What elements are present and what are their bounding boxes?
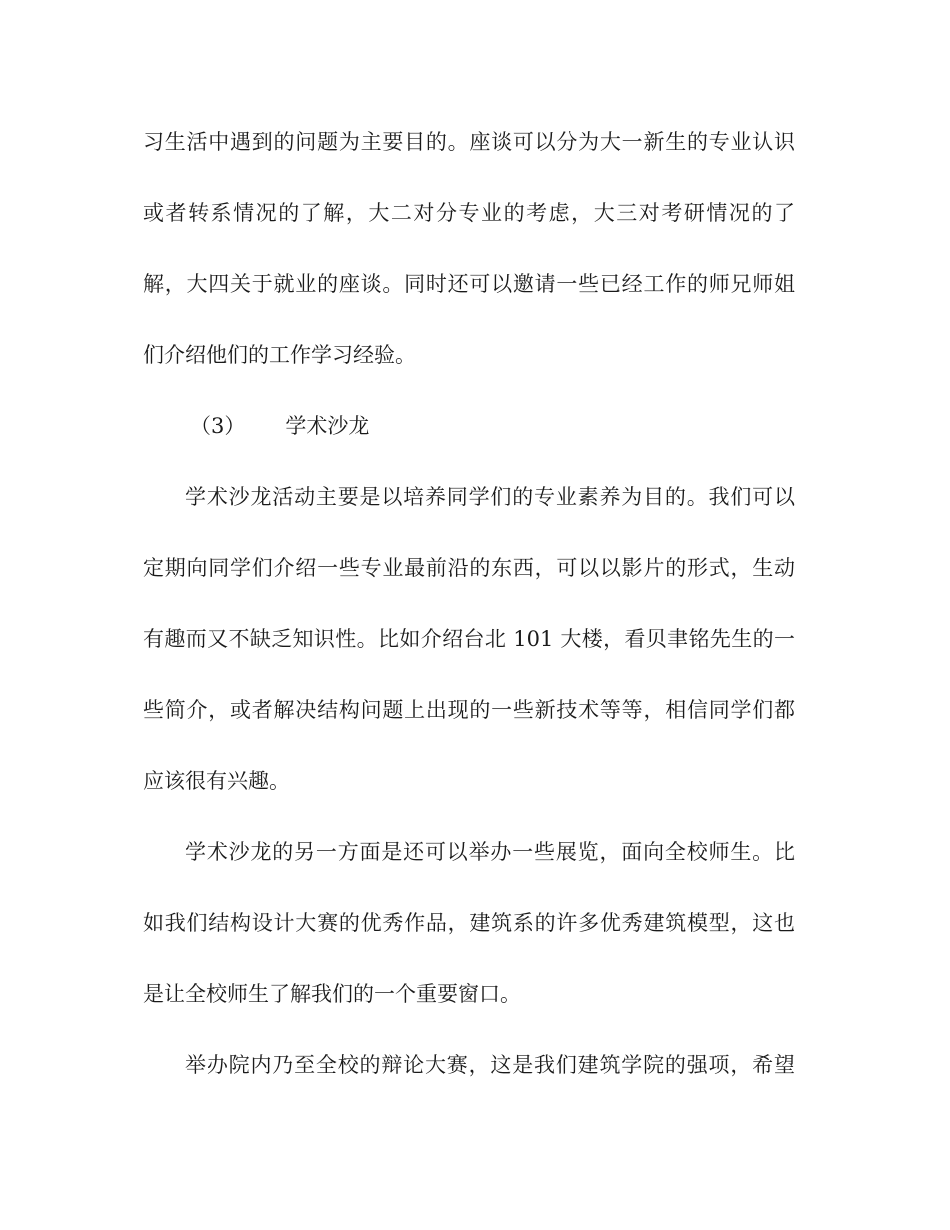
paragraph-3-line-2: 如我们结构设计大赛的优秀作品，建筑系的许多优秀建筑模型，这也 xyxy=(143,911,795,935)
paragraph-2-line-3: 有趣而又不缺乏知识性。比如介绍台北 101 大楼，看贝聿铭先生的一 xyxy=(143,627,795,651)
section-number: （3） xyxy=(190,414,246,438)
paragraph-2-line-5: 应该很有兴趣。 xyxy=(143,769,290,793)
paragraph-1-line-3: 解，大四关于就业的座谈。同时还可以邀请一些已经工作的师兄师姐 xyxy=(143,272,795,296)
section-title: 学术沙龙 xyxy=(285,414,370,438)
paragraph-1-line-2: 或者转系情况的了解，大二对分专业的考虑，大三对考研情况的了 xyxy=(143,201,795,225)
paragraph-2-line-1: 学术沙龙活动主要是以培养同学们的专业素养为目的。我们可以 xyxy=(185,485,795,509)
paragraph-4-line-1: 举办院内乃至全校的辩论大赛，这是我们建筑学院的强项，希望 xyxy=(185,1053,795,1077)
paragraph-3-line-3: 是让全校师生了解我们的一个重要窗口。 xyxy=(143,982,521,1006)
paragraph-3-line-1: 学术沙龙的另一方面是还可以举办一些展览，面向全校师生。比 xyxy=(185,840,795,864)
paragraph-2-line-4: 些简介，或者解决结构问题上出现的一些新技术等等，相信同学们都 xyxy=(143,698,795,722)
paragraph-1-line-1: 习生活中遇到的问题为主要目的。座谈可以分为大一新生的专业认识 xyxy=(143,130,795,154)
paragraph-1-line-4: 们介绍他们的工作学习经验。 xyxy=(143,343,416,367)
section-heading xyxy=(190,411,369,441)
paragraph-2-line-2: 定期向同学们介绍一些专业最前沿的东西，可以以影片的形式，生动 xyxy=(143,556,795,580)
